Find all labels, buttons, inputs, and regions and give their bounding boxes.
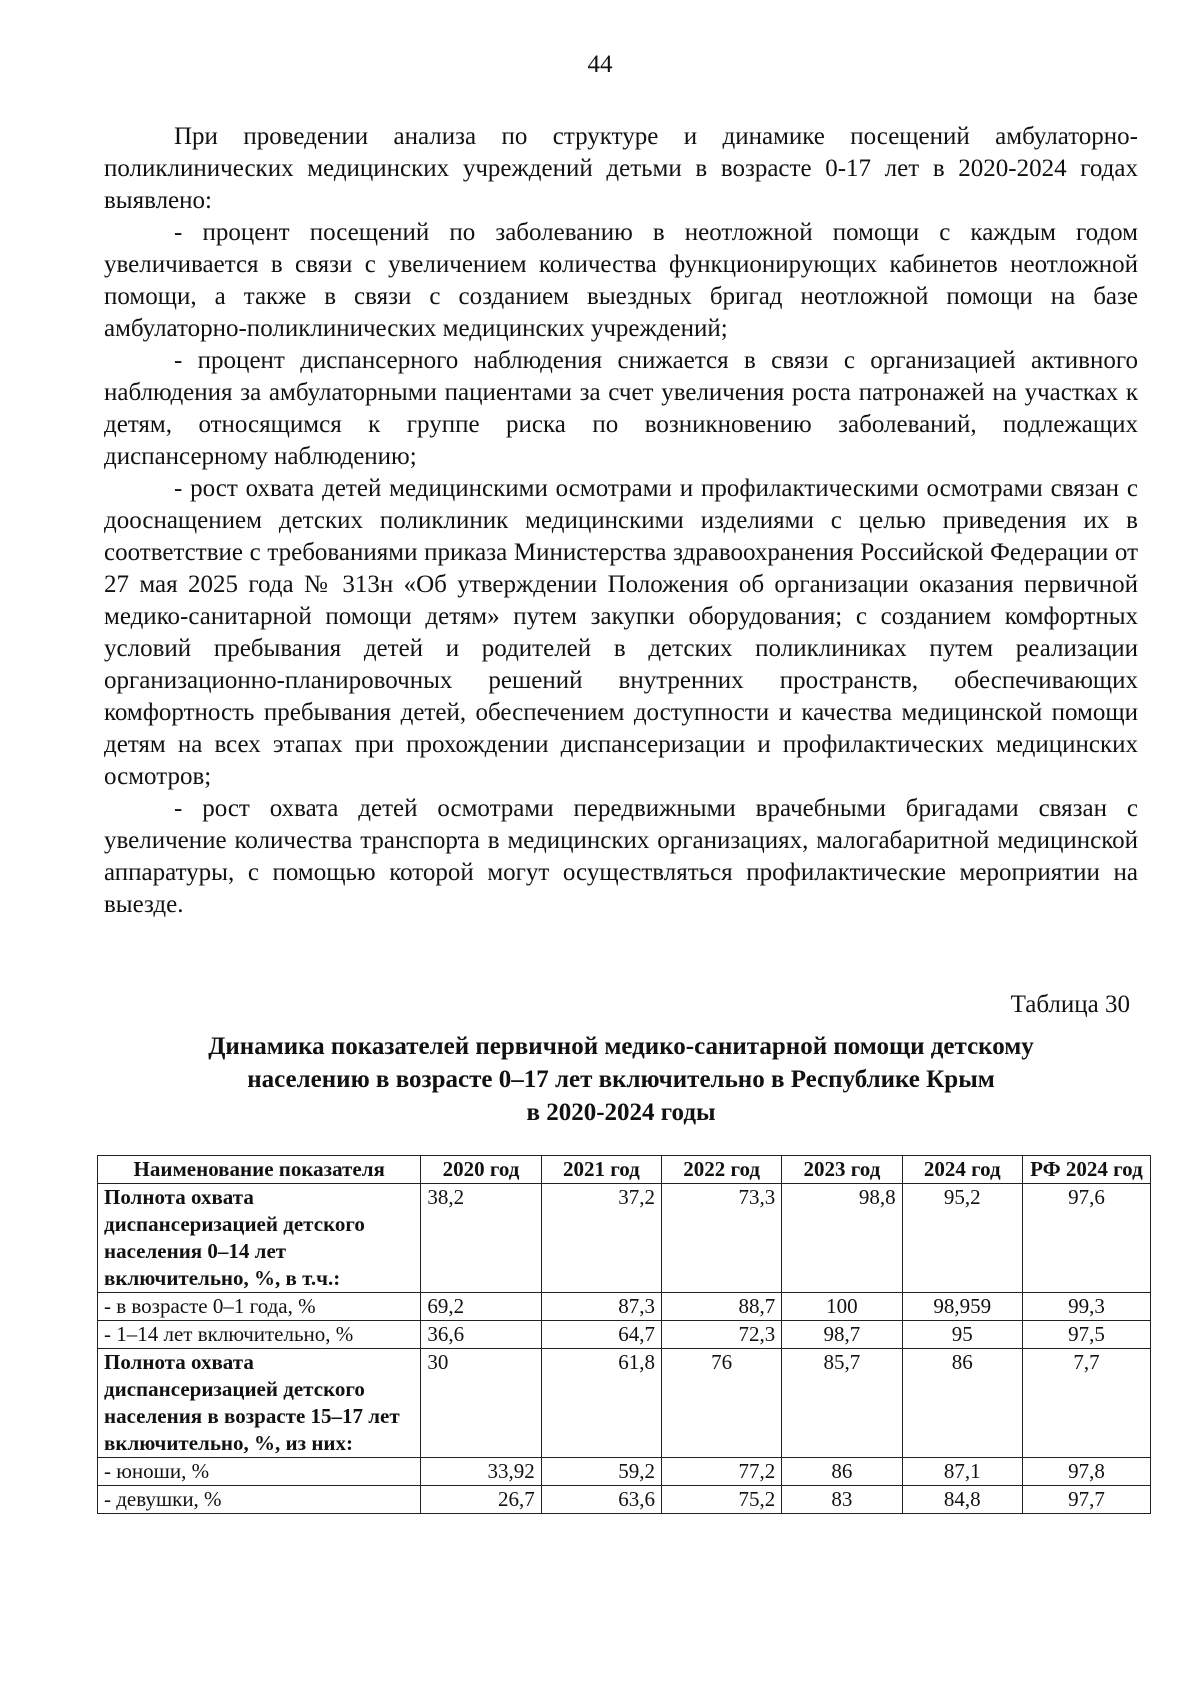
cell-value: 85,7 — [782, 1349, 902, 1458]
cell-value: 36,6 — [421, 1321, 541, 1349]
table-row — [98, 1184, 1151, 1293]
cell-value: 95,2 — [902, 1184, 1022, 1293]
cell-value: 83 — [782, 1486, 902, 1514]
paragraph-intro: При проведении анализа по структуре и динамике посещений амбулаторно-поликлинических медицинских учреждений детьми в возрасте 0-17 лет в 2020-2024 годах выявлено: — [104, 123, 1138, 214]
cell-value: 64,7 — [541, 1321, 661, 1349]
cell-value: 72,3 — [661, 1321, 781, 1349]
table-row — [98, 1293, 1151, 1321]
paragraph-dispensary-observation: - процент диспансерного наблюдения снижается в связи с организацией активного наблюдения за амбулаторными пациентами за счет увеличения роста патронажей на участках к детям, относящимся к группе риска по возникновению заболеваний, подлежащих диспансерному наблюдению; — [104, 347, 1138, 470]
paragraph-mobile-teams: - рост охвата детей осмотрами передвижными врачебными бригадами связан с увеличение количества транспорта в медицинских организациях, малогабаритной медицинской аппаратуры, с помощью которой могут осуществляться профилактические мероприятии на выезде. — [104, 795, 1138, 918]
table-title-line: в 2020-2024 годы — [526, 1099, 716, 1126]
column-header: 2023 год — [782, 1156, 902, 1184]
cell-value: 86 — [902, 1349, 1022, 1458]
cell-value: 84,8 — [902, 1486, 1022, 1514]
row-name: - юноши, % — [98, 1458, 421, 1486]
column-header: 2020 год — [421, 1156, 541, 1184]
cell-value: 87,1 — [902, 1458, 1022, 1486]
cell-value: 87,3 — [541, 1293, 661, 1321]
table-title — [104, 1030, 1138, 1129]
column-header: Наименование показателя — [98, 1156, 421, 1184]
cell-value: 98,7 — [782, 1321, 902, 1349]
cell-value: 7,7 — [1022, 1349, 1150, 1458]
cell-value: 59,2 — [541, 1458, 661, 1486]
paragraph-emergency-visits: - процент посещений по заболеванию в неотложной помощи с каждым годом увеличивается в связи с увеличением количества функционирующих кабинетов неотложной помощи, а также в связи с созданием выездных бригад неотложной помощи на базе амбулаторно-поликлинических медицинских учреждений; — [104, 219, 1138, 342]
cell-value: 99,3 — [1022, 1293, 1150, 1321]
page-number: 44 — [587, 51, 613, 78]
cell-value: 38,2 — [421, 1184, 541, 1293]
cell-value: 97,6 — [1022, 1184, 1150, 1293]
cell-value: 73,3 — [661, 1184, 781, 1293]
cell-value: 69,2 — [421, 1293, 541, 1321]
table-row — [98, 1349, 1151, 1458]
cell-value: 75,2 — [661, 1486, 781, 1514]
body-text — [104, 121, 1138, 921]
paragraph-medical-examinations: - рост охвата детей медицинскими осмотрами и профилактическими осмотрами связан с дооснащением детских поликлиник медицинскими изделиями с целью приведения их в соответствие с требованиями приказа Министерства здравоохранения Российской Федерации от 27 мая 2025 года № 313н «Об утверждении Положения об организации оказания первичной медико-санитарной помощи детям» путем закупки оборудования; с созданием комфортных условий пребывания детей и родителей в детских поликлиниках путем реализации организационно-планировочных решений внутренних пространств, обеспечивающих комфортность пребывания детей, обеспечением доступности и качества медицинской помощи детям на всех этапах при прохождении диспансеризации и профилактических медицинских осмотров; — [104, 475, 1138, 790]
cell-value: 33,92 — [421, 1458, 541, 1486]
cell-value: 86 — [782, 1458, 902, 1486]
cell-value: 97,5 — [1022, 1321, 1150, 1349]
row-name: Полнота охвата диспансеризацией детского населения 0–14 лет включительно, %, в т.ч.: — [98, 1184, 421, 1293]
cell-value: 63,6 — [541, 1486, 661, 1514]
column-header: РФ 2024 год — [1022, 1156, 1150, 1184]
row-name: Полнота охвата диспансеризацией детского населения в возрасте 15–17 лет включительно, %, из них: — [98, 1349, 421, 1458]
cell-value: 95 — [902, 1321, 1022, 1349]
cell-value: 76 — [661, 1349, 781, 1458]
row-name: - в возрасте 0–1 года, % — [98, 1293, 421, 1321]
table-label: Таблица 30 — [1010, 991, 1130, 1018]
row-name: - 1–14 лет включительно, % — [98, 1321, 421, 1349]
cell-value: 77,2 — [661, 1458, 781, 1486]
row-name: - девушки, % — [98, 1486, 421, 1514]
table-title-line: населению в возрасте 0–17 лет включительно в Республике Крым — [247, 1066, 995, 1093]
column-header: 2022 год — [661, 1156, 781, 1184]
table-title-line: Динамика показателей первичной медико-санитарной помощи детскому — [208, 1033, 1034, 1060]
table-header-row — [98, 1156, 1151, 1184]
cell-value: 100 — [782, 1293, 902, 1321]
indicators-table — [97, 1155, 1151, 1514]
cell-value: 98,8 — [782, 1184, 902, 1293]
table-row — [98, 1486, 1151, 1514]
cell-value: 97,7 — [1022, 1486, 1150, 1514]
cell-value: 97,8 — [1022, 1458, 1150, 1486]
cell-value: 61,8 — [541, 1349, 661, 1458]
column-header: 2024 год — [902, 1156, 1022, 1184]
cell-value: 30 — [421, 1349, 541, 1458]
cell-value: 26,7 — [421, 1486, 541, 1514]
cell-value: 88,7 — [661, 1293, 781, 1321]
cell-value: 98,959 — [902, 1293, 1022, 1321]
column-header: 2021 год — [541, 1156, 661, 1184]
cell-value: 37,2 — [541, 1184, 661, 1293]
table-row — [98, 1321, 1151, 1349]
table-row — [98, 1458, 1151, 1486]
